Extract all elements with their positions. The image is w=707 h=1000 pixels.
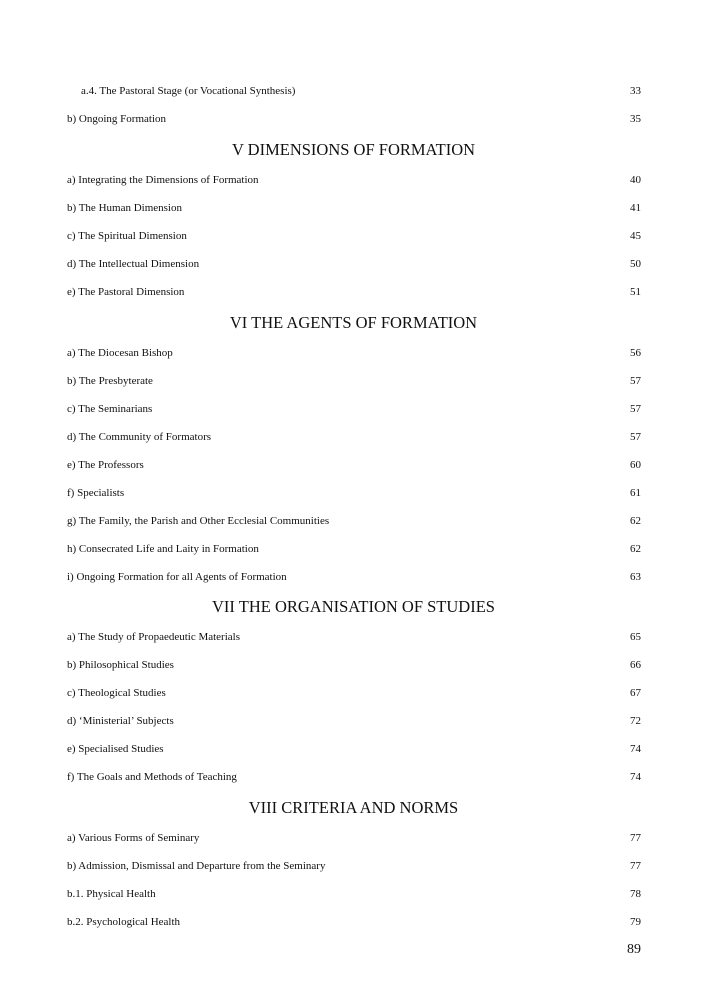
toc-entry xyxy=(67,172,641,188)
toc-entry-page: 41 xyxy=(630,202,641,214)
toc-entry xyxy=(67,457,641,473)
toc-entry xyxy=(67,769,641,785)
toc-entry-page: 72 xyxy=(630,715,641,727)
toc-entry-title: b) Ongoing Formation xyxy=(67,113,166,125)
toc-entry-title: a.4. The Pastoral Stage (or Vocational Synthesis) xyxy=(81,85,296,97)
toc-entry-page: 78 xyxy=(630,888,641,900)
toc-entry-title: c) The Seminarians xyxy=(67,403,153,415)
toc-entry-title: b) The Human Dimension xyxy=(67,202,182,214)
toc-entry xyxy=(67,345,641,361)
toc-entry-page: 57 xyxy=(630,375,641,387)
toc-entry-page: 61 xyxy=(630,487,641,499)
toc-entry-page: 67 xyxy=(630,687,641,699)
toc-entry-page: 51 xyxy=(630,286,641,298)
toc-entry-page: 57 xyxy=(630,403,641,415)
toc-entry-page: 62 xyxy=(630,543,641,555)
toc-entry-title: g) The Family, the Parish and Other Ecclesial Communities xyxy=(67,515,330,527)
toc-entry xyxy=(67,284,641,300)
toc-entry xyxy=(67,569,641,585)
toc-entry xyxy=(67,858,641,874)
toc-entry xyxy=(67,200,641,216)
toc-entry-page: 63 xyxy=(630,571,641,583)
toc-entry xyxy=(67,914,641,930)
toc-entry xyxy=(67,629,641,645)
toc-entry-page: 74 xyxy=(630,743,641,755)
toc-entry-title: b.1. Physical Health xyxy=(67,888,156,900)
toc-entry-page: 33 xyxy=(630,85,641,97)
toc-entry xyxy=(67,111,641,127)
section-heading: V DIMENSIONS OF FORMATION xyxy=(231,140,476,159)
toc-entry-title: b.2. Psychological Health xyxy=(67,916,181,928)
toc-entry xyxy=(67,513,641,529)
toc-entry-page: 40 xyxy=(630,174,641,186)
toc-entry-title: d) The Intellectual Dimension xyxy=(67,258,200,270)
toc-entry xyxy=(67,401,641,417)
toc-entry-title: a) The Study of Propaedeutic Materials xyxy=(67,631,240,643)
section-heading: VI THE AGENTS OF FORMATION xyxy=(229,313,478,332)
toc-entry-page: 45 xyxy=(630,230,641,242)
toc-entry-title: b) The Presbyterate xyxy=(67,375,153,387)
toc-entry-title: d) The Community of Formators xyxy=(67,431,212,443)
toc-entry-page: 60 xyxy=(630,459,641,471)
toc-entry xyxy=(67,429,641,445)
toc-entry-title: b) Admission, Dismissal and Departure from the Seminary xyxy=(67,860,326,872)
toc-entry-title: e) The Pastoral Dimension xyxy=(67,286,185,298)
toc-entry-page: 77 xyxy=(630,832,641,844)
toc-entry-title: a) Integrating the Dimensions of Formation xyxy=(67,174,259,186)
toc-entry-title: e) Specialised Studies xyxy=(67,743,164,755)
toc-entry xyxy=(67,373,641,389)
toc-entry xyxy=(67,713,641,729)
toc-entry xyxy=(67,256,641,272)
toc-entry xyxy=(67,485,641,501)
toc-entry-page: 77 xyxy=(630,860,641,872)
toc-entry-page: 57 xyxy=(630,431,641,443)
section-heading: VII THE ORGANISATION OF STUDIES xyxy=(212,597,495,616)
toc-entry-title: c) Theological Studies xyxy=(67,687,166,699)
toc-entry-title: f) The Goals and Methods of Teaching xyxy=(67,771,237,783)
toc-entry-title: e) The Professors xyxy=(67,459,144,471)
toc-entry-title: b) Philosophical Studies xyxy=(67,659,174,671)
toc-entry xyxy=(67,830,641,846)
toc-entry-page: 79 xyxy=(630,916,641,928)
toc-entry-page: 35 xyxy=(630,113,641,125)
toc-entry-title: c) The Spiritual Dimension xyxy=(67,230,187,242)
toc-entry xyxy=(67,541,641,557)
toc-entry-page: 65 xyxy=(630,631,641,643)
section-heading: VIII CRITERIA AND NORMS xyxy=(248,798,459,817)
toc-entry-title: i) Ongoing Formation for all Agents of Formation xyxy=(67,571,287,583)
toc-entry-title: a) The Diocesan Bishop xyxy=(67,347,173,359)
toc-entry xyxy=(67,741,641,757)
toc-entry xyxy=(67,886,641,902)
toc-entry-title: f) Specialists xyxy=(67,487,125,499)
toc-entry-page: 56 xyxy=(630,347,641,359)
toc-entry-title: d) ‘Ministerial’ Subjects xyxy=(67,715,174,727)
toc-entry xyxy=(67,228,641,244)
toc-entry-title: h) Consecrated Life and Laity in Formation xyxy=(67,543,259,555)
toc-entry-page: 66 xyxy=(630,659,641,671)
toc-entry-title: a) Various Forms of Seminary xyxy=(67,832,200,844)
toc-entry-page: 74 xyxy=(630,771,641,783)
toc-entry-page: 62 xyxy=(630,515,641,527)
toc-entry xyxy=(67,685,641,701)
toc-entry-page: 50 xyxy=(630,258,641,270)
page-number: 89 xyxy=(627,942,641,957)
toc-entry xyxy=(67,657,641,673)
toc-entry xyxy=(67,83,641,99)
